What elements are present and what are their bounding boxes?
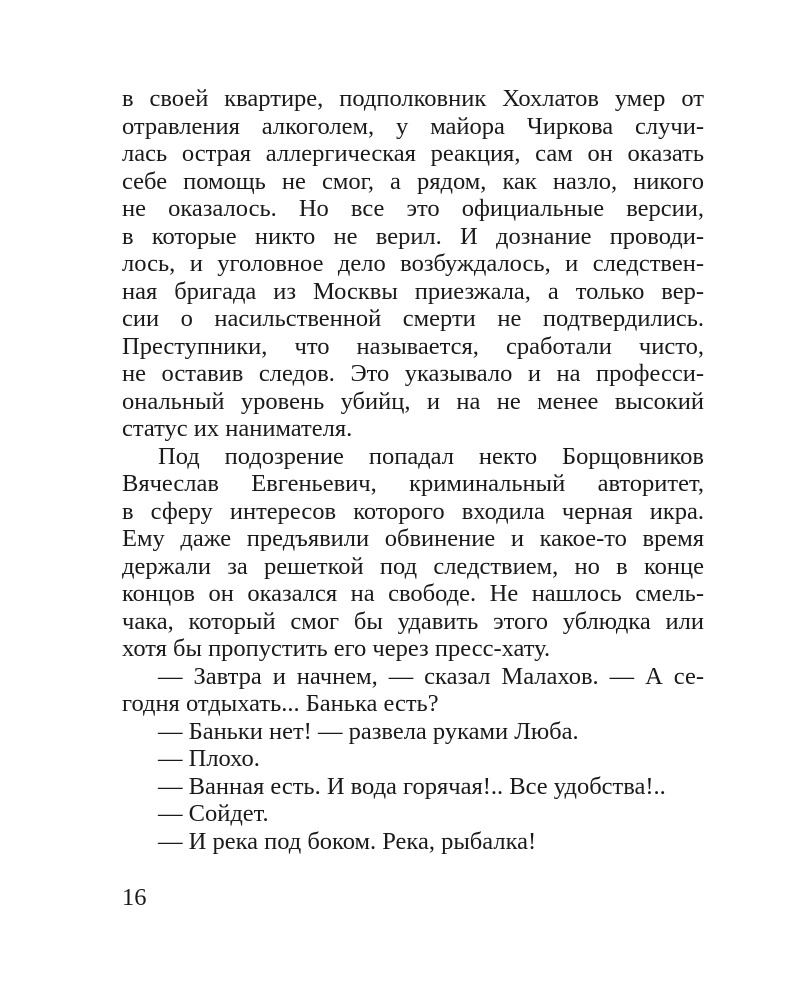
text-line: в которые никто не верил. И дознание проводи- <box>122 222 704 250</box>
text-line: себе помощь не смог, а рядом, как назло, никого <box>122 167 704 195</box>
page-text <box>122 85 704 855</box>
text-line: хотя бы пропустить его через пресс-хату. <box>122 635 551 662</box>
text-line: не оказалось. Но все это официальные версии, <box>122 195 704 222</box>
text-line: — Завтра и начнем, — сказал Малахов. — А се- <box>158 662 704 690</box>
text-line: Вячеслав Евгеньевич, криминальный авторитет, <box>122 470 704 497</box>
text-line: сии о насильственной смерти не подтвердились. <box>122 305 704 332</box>
text-line: Ему даже предъявили обвинение и какое-то время <box>122 525 704 552</box>
text-line: ная бригада из Москвы приезжала, а только вер- <box>122 277 704 305</box>
text-line: — Плохо. <box>158 745 260 772</box>
text-line: — Ванная есть. И вода горячая!.. Все удобства!.. <box>158 772 666 800</box>
text-line: ональный уровень убийц, и на не менее высокий <box>122 387 704 415</box>
page-number: 16 <box>122 884 147 911</box>
text-line: в своей квартире, подполковник Хохлатов умер от <box>122 85 704 112</box>
text-line: — Баньки нет! — развела руками Люба. <box>158 717 579 745</box>
text-line: в сферу интересов которого входила черная икра. <box>122 497 704 525</box>
text-line: концов он оказался на свободе. Не нашлось смель- <box>122 580 704 607</box>
text-line: Под подозрение попадал некто Борщовников <box>158 442 704 470</box>
text-line: Преступники, что называется, сработали чисто, <box>122 332 704 360</box>
text-line: отравления алкоголем, у майора Чиркова случи- <box>122 112 704 140</box>
text-line: статус их нанимателя. <box>122 415 353 442</box>
text-line: лась острая аллергическая реакция, сам он оказать <box>122 140 704 167</box>
text-line: держали за решеткой под следствием, но в конце <box>122 552 704 580</box>
text-line: — Сойдет. <box>158 800 269 827</box>
text-line: лось, и уголовное дело возбуждалось, и следствен- <box>122 250 704 277</box>
text-line: годня отдыхать... Банька есть? <box>122 690 439 717</box>
text-line: не оставив следов. Это указывало и на професси- <box>122 360 704 387</box>
text-line: — И река под боком. Река, рыбалка! <box>158 827 537 855</box>
text-line: чака, который смог бы удавить этого ублюдка или <box>122 607 704 635</box>
